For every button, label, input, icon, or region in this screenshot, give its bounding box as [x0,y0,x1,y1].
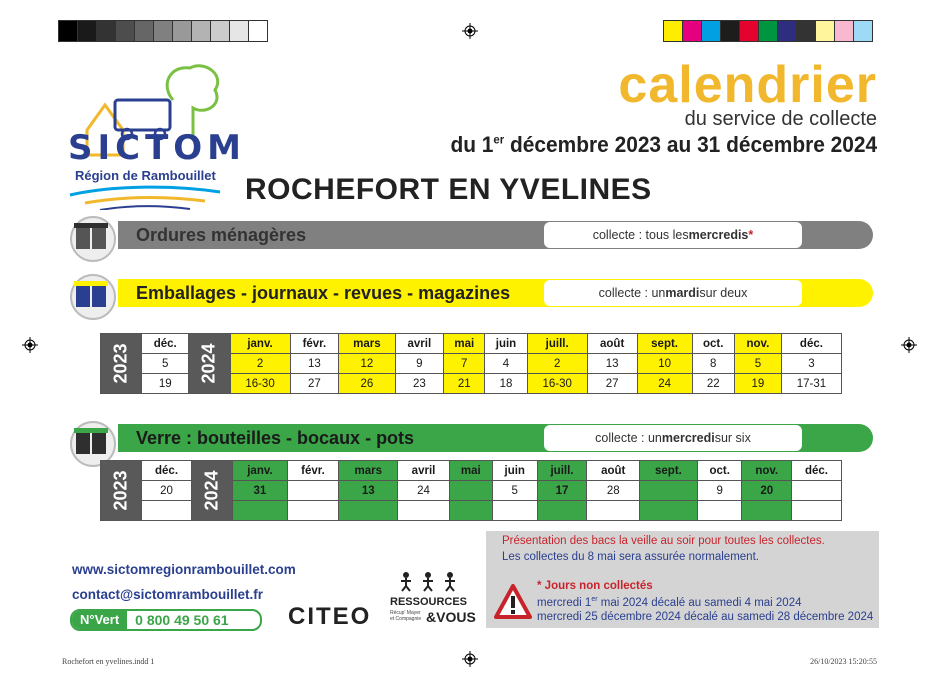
color-swatch [115,21,134,41]
color-swatch [210,21,229,41]
ordures-frequency: collecte : tous les mercredis * [544,222,802,248]
month-header-cell: août [587,461,640,481]
date-cell: 12 [339,354,395,374]
registration-mark-icon [462,651,478,667]
month-header-cell: mars [339,334,395,354]
date-cell: 3 [781,354,841,374]
date-cell [791,501,841,521]
date-cell: 17 [537,481,587,501]
registration-mark-icon [22,337,38,353]
color-swatch [229,21,248,41]
date-cell: 5 [142,354,189,374]
date-range: du 1er décembre 2023 au 31 décembre 2024 [450,132,877,157]
cmyk-color-bar [663,20,873,42]
verre-label: Verre : bouteilles - bocaux - pots [136,428,415,448]
date-cell: 20 [742,481,791,501]
date-cell [287,481,338,501]
date-cell: 8 [692,354,734,374]
ressources-vous-logo [390,570,485,630]
gray-color-bar [58,20,268,42]
color-swatch [682,21,701,41]
date-cell: 21 [444,374,485,394]
color-swatch [77,21,96,41]
page-title: calendrier [618,56,877,114]
date-cell [449,481,492,501]
date-cell: 22 [692,374,734,394]
date-cell [742,501,791,521]
date-cell: 9 [697,481,742,501]
nvert-number: 0 800 49 50 61 [135,612,229,628]
date-cell: 10 [637,354,692,374]
brand-region: Région de Rambouillet [75,168,216,183]
date-cell: 7 [444,354,485,374]
color-swatch [96,21,115,41]
date-cell: 9 [395,354,444,374]
date-cell: 2 [230,354,290,374]
date-cell: 27 [290,374,339,394]
color-swatch [172,21,191,41]
year-2023-cell: 2023 [101,461,142,521]
emballages-label: Emballages - journaux - revues - magazines [136,283,511,303]
color-swatch [248,21,267,41]
warning-icon [494,584,532,620]
emballages-frequency: collecte : un mardi sur deux [544,280,802,306]
slug-left: Rochefort en yvelines.indd 1 [62,657,155,666]
color-swatch [853,21,872,41]
date-cell: 5 [734,354,781,374]
date-cell: 13 [290,354,339,374]
year-2024-cell: 2024 [191,461,232,521]
date-cell [233,501,288,521]
date-cell: 16-30 [230,374,290,394]
month-header-cell: sept. [640,461,698,481]
month-header-cell: déc. [142,461,192,481]
year-2024-cell: 2024 [189,334,230,394]
website-link[interactable]: www.sictomregionrambouillet.com [72,562,296,577]
date-cell: 19 [734,374,781,394]
verre-calendar-table [100,460,842,521]
notice-heading: * Jours non collectés [537,580,653,592]
date-cell: 2 [527,354,587,374]
date-cell: 28 [587,481,640,501]
month-header-cell: mai [449,461,492,481]
month-header-cell: janv. [230,334,290,354]
color-swatch [191,21,210,41]
email-link[interactable]: contact@sictomrambouillet.fr [72,587,263,602]
date-cell [587,501,640,521]
month-header-cell: avril [395,334,444,354]
month-header-cell: oct. [697,461,742,481]
month-header-cell: juin [485,334,527,354]
date-cell [287,501,338,521]
ress-line1: RESSOURCES [390,596,468,608]
bins-yellow-icon [74,279,108,309]
color-swatch [701,21,720,41]
calendar-row [101,461,842,481]
month-header-cell: juill. [537,461,587,481]
notice-item2: mercredi 25 décembre 2024 décalé au samedi 28 décembre 2024 [537,611,874,623]
date-cell [697,501,742,521]
ress-line2: &VOUS [426,609,476,625]
month-header-cell: févr. [290,334,339,354]
month-header-cell: nov. [734,334,781,354]
month-header-cell: févr. [287,461,338,481]
date-cell: 31 [233,481,288,501]
month-header-cell: mars [339,461,398,481]
date-cell [537,501,587,521]
ordures-label: Ordures ménagères [136,225,307,245]
date-cell: 17-31 [781,374,841,394]
registration-mark-icon [462,23,478,39]
ress-small: Récup' Mayer et Compagnie [390,610,422,622]
month-header-cell: déc. [791,461,841,481]
nvert-tag: N°Vert [72,611,127,629]
month-header-cell: oct. [692,334,734,354]
citeo-logo: CITEO [288,603,372,630]
date-cell: 27 [587,374,637,394]
date-cell: 20 [142,481,192,501]
color-swatch [739,21,758,41]
month-header-cell: déc. [781,334,841,354]
date-cell: 26 [339,374,395,394]
month-header-cell: sept. [637,334,692,354]
date-cell: 24 [637,374,692,394]
date-cell: 24 [398,481,449,501]
color-swatch [815,21,834,41]
month-header-cell: juill. [527,334,587,354]
brand-name: SICTOM [68,128,247,168]
toll-free-number[interactable] [70,609,262,631]
date-cell: 18 [485,374,527,394]
year-2023-cell: 2023 [101,334,142,394]
color-swatch [664,21,682,41]
color-swatch [758,21,777,41]
bins-green-icon [74,426,108,456]
date-cell [640,481,698,501]
date-cell: 16-30 [527,374,587,394]
slug-right: 26/10/2023 15:20:55 [810,657,877,666]
notice-item1: mercredi 1er mai 2024 décalé au samedi 4 mai 2024 [537,596,802,609]
calendar-row [101,334,842,354]
month-header-cell: déc. [142,334,189,354]
registration-mark-icon [901,337,917,353]
color-swatch [777,21,796,41]
date-cell: 5 [492,481,537,501]
month-header-cell: janv. [233,461,288,481]
commune-name: ROCHEFORT EN YVELINES [245,173,652,206]
month-header-cell: avril [398,461,449,481]
page-subtitle: du service de collecte [684,108,877,130]
date-cell [142,501,192,521]
verre-frequency: collecte : un mercredi sur six [544,425,802,451]
notice-line2: Les collectes du 8 mai sera assurée normalement. [502,551,759,563]
date-cell: 19 [142,374,189,394]
month-header-cell: nov. [742,461,791,481]
color-swatch [834,21,853,41]
color-swatch [720,21,739,41]
color-swatch [153,21,172,41]
notice-line1: Présentation des bacs la veille au soir pour toutes les collectes. [502,535,825,547]
date-cell: 13 [339,481,398,501]
month-header-cell: mai [444,334,485,354]
month-header-cell: juin [492,461,537,481]
color-swatch [134,21,153,41]
date-cell [492,501,537,521]
date-cell [398,501,449,521]
color-swatch [796,21,815,41]
month-header-cell: août [587,334,637,354]
date-cell [640,501,698,521]
color-swatch [59,21,77,41]
bins-gray-icon [74,221,108,251]
date-cell [449,501,492,521]
date-cell: 23 [395,374,444,394]
date-cell: 13 [587,354,637,374]
ressources-figures-icon [398,570,458,592]
emballages-calendar-table [100,333,842,394]
date-cell [339,501,398,521]
date-cell [791,481,841,501]
date-cell: 4 [485,354,527,374]
